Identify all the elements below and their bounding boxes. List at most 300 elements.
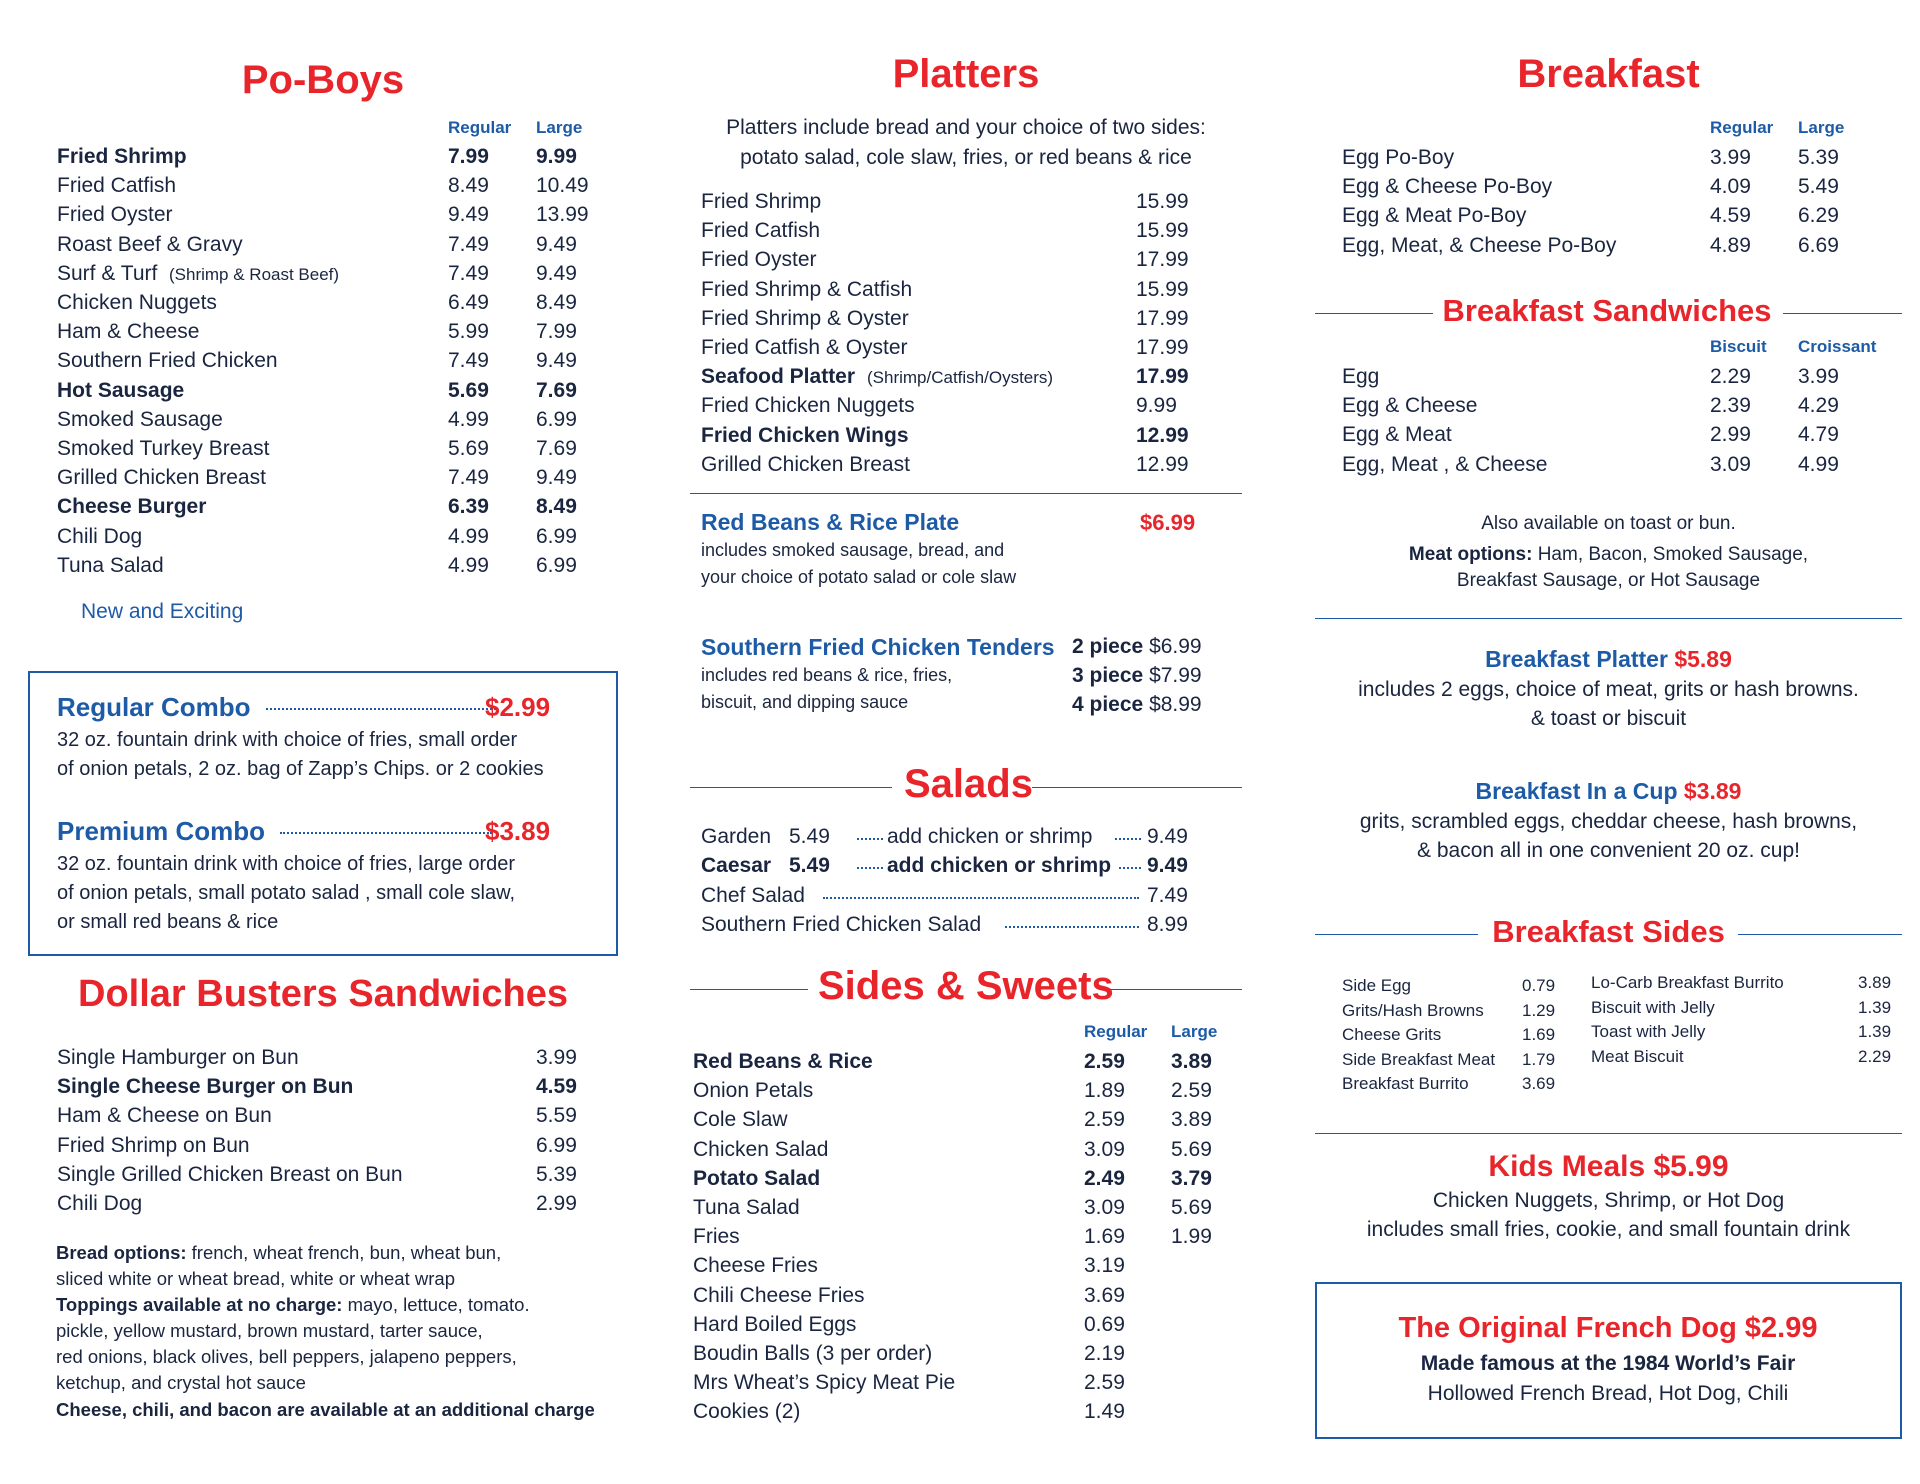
side-item-name: Boudin Balls (3 per order) xyxy=(693,1342,933,1365)
bsandwich-item-name: Egg, Meat , & Cheese xyxy=(1342,452,1548,476)
poboy-item xyxy=(28,495,618,524)
breakfast-cup-desc-1: grits, scrambled eggs, cheddar cheese, hash browns, xyxy=(1359,810,1858,833)
red-beans-plate-desc-1: includes smoked sausage, bread, and xyxy=(701,540,1005,560)
regular-combo-desc-1: 32 oz. fountain drink with choice of fries, small order xyxy=(57,729,518,751)
breakfast-side-item-name: Meat Biscuit xyxy=(1591,1046,1684,1066)
poboy-item-large: 9.49 xyxy=(536,232,577,256)
sides-col-regular: Regular xyxy=(1084,1022,1148,1041)
garden-salad-row xyxy=(701,825,1188,849)
breakfast-side-item-name: Side Egg xyxy=(1342,976,1411,995)
southern-salad-name: Southern Fried Chicken Salad xyxy=(701,913,982,936)
dollar-item-name: Single Grilled Chicken Breast on Bun xyxy=(57,1162,403,1186)
breakfast-item-regular: 4.89 xyxy=(1710,233,1751,257)
breakfast-side-item-name: Side Breakfast Meat xyxy=(1342,1049,1496,1069)
breakfast-col-regular: Regular xyxy=(1710,118,1774,137)
side-item-name: Chicken Salad xyxy=(693,1137,829,1161)
dollar-item-name: Single Cheese Burger on Bun xyxy=(57,1075,354,1099)
regular-combo-price: $2.99 xyxy=(485,692,551,722)
side-item-regular: 2.19 xyxy=(1084,1342,1125,1365)
platter-item-price: 17.99 xyxy=(1136,248,1189,272)
platter-item-price: 17.99 xyxy=(1136,306,1189,330)
poboys-title: Po-Boys xyxy=(241,58,405,102)
red-beans-plate-name: Red Beans & Rice Plate xyxy=(701,509,960,535)
kids-meals-title: Kids Meals $5.99 xyxy=(1488,1150,1729,1183)
side-item-name: Fries xyxy=(693,1225,740,1249)
poboy-item-name: Smoked Turkey Breast xyxy=(57,437,270,460)
platters-title: Platters xyxy=(892,52,1040,96)
poboy-item-large: 10.49 xyxy=(536,174,589,198)
bsandwiches-col-biscuit: Biscuit xyxy=(1710,337,1767,356)
divider xyxy=(1783,313,1902,314)
garden-salad-add-price: 9.49 xyxy=(1147,825,1188,848)
dollar-item xyxy=(28,1046,618,1075)
breakfast-item-large: 6.69 xyxy=(1798,233,1839,257)
breakfast-side-item-name: Cheese Grits xyxy=(1342,1025,1442,1045)
poboy-item-name: Grilled Chicken Breast xyxy=(57,466,266,490)
platter-item-name: Seafood Platter xyxy=(701,365,856,389)
breakfast-item-name: Egg & Cheese Po-Boy xyxy=(1342,175,1553,199)
side-item-name: Tuna Salad xyxy=(693,1196,800,1219)
leader-dots xyxy=(857,867,883,869)
breakfast-side-item-price: 3.89 xyxy=(1858,973,1892,992)
side-item xyxy=(690,1196,1242,1225)
breakfast-side-item-price: 1.39 xyxy=(1858,997,1892,1017)
poboy-item xyxy=(28,262,618,291)
breakfast-cup-price: $3.89 xyxy=(1683,778,1742,804)
divider xyxy=(1738,934,1902,935)
poboy-item-regular: 4.99 xyxy=(448,524,489,548)
poboy-item-note: (Shrimp & Roast Beef) xyxy=(169,264,340,284)
side-item xyxy=(690,1313,1242,1342)
divider xyxy=(1315,1133,1902,1134)
dollar-item-price: 6.99 xyxy=(536,1133,577,1157)
breakfast-cup-heading xyxy=(1315,778,1902,805)
platter-item-price: 9.99 xyxy=(1136,394,1177,418)
tenders-desc-2: biscuit, and dipping sauce xyxy=(701,692,909,712)
breakfast-side-item-name: Toast with Jelly xyxy=(1591,1022,1706,1042)
sides-col-large: Large xyxy=(1171,1022,1218,1041)
dollar-item-price: 5.39 xyxy=(536,1162,577,1186)
platter-item-name: Fried Oyster xyxy=(701,248,817,272)
breakfast-col-large: Large xyxy=(1798,118,1845,137)
breakfast-side-item xyxy=(1315,1047,1902,1076)
bread-options-label: Bread options: xyxy=(56,1242,187,1263)
breakfast-side-item-price: 1.69 xyxy=(1522,1025,1556,1045)
bread-options-text-2: sliced white or wheat bread, white or wheat wrap xyxy=(56,1268,455,1289)
dollar-item-price: 5.59 xyxy=(536,1104,577,1128)
platter-item-name: Grilled Chicken Breast xyxy=(701,452,910,476)
side-item-regular: 3.09 xyxy=(1084,1137,1125,1161)
side-item-name: Onion Petals xyxy=(693,1079,814,1103)
breakfast-platter-name: Breakfast Platter xyxy=(1485,646,1668,672)
platter-item-name: Fried Chicken Wings xyxy=(701,423,909,447)
toppings-text-3: red onions, black olives, bell peppers, jalapeno peppers, xyxy=(56,1346,517,1367)
premium-combo-price: $3.89 xyxy=(485,816,551,846)
poboy-item-large: 6.99 xyxy=(536,553,577,577)
side-item xyxy=(690,1284,1242,1313)
meat-options-label: Meat options: xyxy=(1408,544,1533,565)
toppings-text-4: ketchup, and crystal hot sauce xyxy=(56,1372,306,1393)
regular-combo-desc-2: of onion petals, 2 oz. bag of Zapp’s Chips. or 2 cookies xyxy=(57,758,544,780)
tenders-desc-1: includes red beans & rice, fries, xyxy=(701,665,953,685)
poboy-item-name: Tuna Salad xyxy=(57,553,164,577)
bread-options-text-1: french, wheat french, bun, wheat bun, xyxy=(191,1242,502,1263)
platter-item xyxy=(690,307,1242,336)
poboys-col-large: Large xyxy=(536,118,583,137)
breakfast-item xyxy=(1315,175,1902,204)
side-item-name: Cookies (2) xyxy=(693,1400,801,1424)
poboy-item-regular: 7.49 xyxy=(448,349,489,373)
breakfast-platter-heading xyxy=(1315,646,1902,673)
toppings-text-2: pickle, yellow mustard, brown mustard, tarter sauce, xyxy=(56,1320,483,1341)
breakfast-item-large: 6.29 xyxy=(1798,204,1839,228)
side-item xyxy=(690,1079,1242,1108)
side-item-regular: 1.89 xyxy=(1084,1079,1125,1103)
breakfast-side-item-name: Lo-Carb Breakfast Burrito xyxy=(1591,973,1784,992)
tenders-option-price: $6.99 xyxy=(1149,635,1202,658)
dollar-item-name: Fried Shrimp on Bun xyxy=(57,1133,250,1157)
platter-item-name: Fried Shrimp & Catfish xyxy=(701,277,913,301)
poboy-item-name: Cheese Burger xyxy=(57,495,207,519)
divider xyxy=(1315,934,1478,935)
breakfast-item xyxy=(1315,234,1902,263)
breakfast-item-name: Egg & Meat Po-Boy xyxy=(1342,204,1527,228)
side-item-name: Potato Salad xyxy=(693,1166,821,1190)
divider xyxy=(690,787,892,788)
breakfast-item xyxy=(1315,204,1902,233)
side-item-name: Mrs Wheat’s Spicy Meat Pie xyxy=(693,1371,956,1395)
bsandwich-item xyxy=(1315,365,1902,394)
breakfast-title: Breakfast xyxy=(1517,52,1700,96)
leader-dots xyxy=(1005,926,1139,928)
platter-item xyxy=(690,248,1242,277)
breakfast-side-item-price: 1.39 xyxy=(1858,1022,1892,1042)
toppings-text-1: mayo, lettuce, tomato. xyxy=(347,1294,530,1315)
poboy-item-regular: 8.49 xyxy=(448,174,489,198)
caesar-salad-price: 5.49 xyxy=(789,854,830,877)
side-item-large: 1.99 xyxy=(1171,1225,1212,1249)
divider xyxy=(1032,787,1242,788)
bsandwich-item-name: Egg xyxy=(1342,365,1380,388)
bsandwich-item-name: Egg & Cheese xyxy=(1342,394,1478,418)
poboy-item-name: Fried Oyster xyxy=(57,203,173,227)
poboy-item-large: 7.69 xyxy=(536,437,577,460)
poboy-item-large: 8.49 xyxy=(536,495,577,519)
premium-combo-name: Premium Combo xyxy=(57,816,266,846)
platter-item xyxy=(690,365,1242,394)
side-item xyxy=(690,1050,1242,1079)
bsandwich-item xyxy=(1315,394,1902,423)
platter-item-name: Fried Catfish & Oyster xyxy=(701,336,908,359)
bsandwich-item-name: Egg & Meat xyxy=(1342,423,1452,447)
side-item-large: 5.69 xyxy=(1171,1196,1212,1219)
poboy-item-large: 9.49 xyxy=(536,349,577,373)
side-item-name: Red Beans & Rice xyxy=(693,1050,873,1073)
side-item xyxy=(690,1254,1242,1283)
breakfast-sides-title: Breakfast Sides xyxy=(1492,914,1725,949)
side-item-regular: 3.19 xyxy=(1084,1254,1125,1278)
side-item-regular: 1.69 xyxy=(1084,1225,1125,1249)
chef-salad-name: Chef Salad xyxy=(701,884,805,907)
red-beans-plate-desc-2: your choice of potato salad or cole slaw xyxy=(701,567,1017,587)
breakfast-item-large: 5.39 xyxy=(1798,146,1839,169)
platter-item-price: 12.99 xyxy=(1136,423,1189,447)
bsandwich-item-croissant: 4.29 xyxy=(1798,394,1839,418)
tenders-option-qty: 2 piece xyxy=(1072,635,1144,658)
poboy-item-name: Chicken Nuggets xyxy=(57,291,217,314)
breakfast-side-item-price: 2.29 xyxy=(1858,1046,1892,1066)
platter-item xyxy=(690,278,1242,307)
poboy-item-large: 9.49 xyxy=(536,466,577,490)
premium-combo-desc-1: 32 oz. fountain drink with choice of fries, large order xyxy=(57,853,516,875)
dollar-item-price: 4.59 xyxy=(536,1075,577,1099)
side-item-regular: 0.69 xyxy=(1084,1312,1125,1336)
premium-combo-desc-2: of onion petals, small potato salad , small cole slaw, xyxy=(57,882,516,904)
platter-item-price: 17.99 xyxy=(1136,336,1189,359)
breakfast-side-item xyxy=(1315,1074,1902,1103)
breakfast-side-item-price: 3.69 xyxy=(1522,1074,1556,1094)
combo-box xyxy=(28,671,618,956)
poboy-item-regular: 7.49 xyxy=(448,232,489,256)
poboy-item-name: Chili Dog xyxy=(57,524,143,548)
poboy-item xyxy=(28,525,618,554)
french-dog-line-1: Made famous at the 1984 World’s Fair xyxy=(1420,1352,1796,1375)
garden-salad-price: 5.49 xyxy=(789,825,830,848)
breakfast-cup-desc-2: & bacon all in one convenient 20 oz. cup! xyxy=(1417,839,1800,862)
meat-options xyxy=(1315,544,1902,566)
platter-item xyxy=(690,453,1242,482)
poboy-item-name: Surf & Turf xyxy=(57,261,158,285)
poboy-item-large: 7.69 xyxy=(536,378,577,402)
poboy-item-large: 6.99 xyxy=(536,524,577,548)
poboy-item-regular: 6.39 xyxy=(448,495,489,519)
platter-item xyxy=(690,336,1242,365)
side-item xyxy=(690,1371,1242,1400)
platter-item-price: 15.99 xyxy=(1136,277,1189,301)
side-item-large: 3.89 xyxy=(1171,1050,1212,1073)
sides-title: Sides & Sweets xyxy=(818,964,1114,1008)
side-item-regular: 2.59 xyxy=(1084,1108,1125,1132)
bread-options xyxy=(56,1240,501,1267)
poboy-item-regular: 4.99 xyxy=(448,553,489,577)
divider xyxy=(1110,989,1242,990)
garden-salad-add: add chicken or shrimp xyxy=(887,825,1093,848)
poboy-item xyxy=(28,379,618,408)
dollar-item xyxy=(28,1163,618,1192)
kids-meals-desc-1: Chicken Nuggets, Shrimp, or Hot Dog xyxy=(1432,1189,1785,1212)
poboy-item xyxy=(28,554,618,583)
caesar-salad-name: Caesar xyxy=(701,854,772,877)
premium-combo-desc-3: or small red beans & rice xyxy=(57,911,279,933)
side-item-regular: 2.59 xyxy=(1084,1050,1125,1073)
garden-salad-name: Garden xyxy=(701,825,772,848)
new-and-exciting-note: New and Exciting xyxy=(81,600,244,623)
caesar-salad-add-price: 9.49 xyxy=(1147,854,1188,877)
tenders-option xyxy=(1072,664,1202,688)
meat-options-text-1: Ham, Bacon, Smoked Sausage, xyxy=(1537,544,1809,565)
side-item-regular: 3.09 xyxy=(1084,1196,1125,1219)
breakfast-platter-desc-1: includes 2 eggs, choice of meat, grits or hash browns. xyxy=(1358,678,1859,701)
poboy-item xyxy=(28,349,618,378)
side-item-regular: 2.49 xyxy=(1084,1166,1125,1190)
red-beans-plate-price: $6.99 xyxy=(1140,510,1196,535)
leader-dots xyxy=(823,897,1139,899)
leader-dots xyxy=(1119,867,1141,869)
caesar-salad-row xyxy=(701,854,1188,878)
poboy-item-large: 9.49 xyxy=(536,261,577,285)
leader-dots xyxy=(266,708,496,710)
toppings xyxy=(56,1292,530,1319)
side-item-name: Cheese Fries xyxy=(693,1254,818,1278)
platter-item xyxy=(690,190,1242,219)
poboy-item-regular: 4.99 xyxy=(448,407,489,431)
breakfast-side-item-price: 0.79 xyxy=(1522,976,1556,995)
poboy-item xyxy=(28,203,618,232)
poboy-item xyxy=(28,233,618,262)
breakfast-platter-desc-2: & toast or biscuit xyxy=(1530,707,1687,730)
side-item-regular: 2.59 xyxy=(1084,1371,1125,1395)
also-available-note: Also available on toast or bun. xyxy=(1481,513,1736,534)
platters-intro-2: potato salad, cole slaw, fries, or red beans & rice xyxy=(740,146,1192,169)
bsandwich-item-biscuit: 2.99 xyxy=(1710,423,1751,447)
dollar-item-name: Chili Dog xyxy=(57,1192,143,1215)
breakfast-item-name: Egg, Meat, & Cheese Po-Boy xyxy=(1342,233,1617,257)
leader-dots xyxy=(280,832,492,834)
poboy-item-name: Hot Sausage xyxy=(57,378,185,402)
dollar-item xyxy=(28,1192,618,1221)
side-item xyxy=(690,1138,1242,1167)
breakfast-item-regular: 3.99 xyxy=(1710,146,1751,169)
dollar-item-price: 3.99 xyxy=(536,1046,577,1069)
platter-item-name: Fried Shrimp xyxy=(701,190,822,213)
leader-dots xyxy=(1115,838,1141,840)
divider xyxy=(690,493,1242,494)
breakfast-side-item-price: 1.29 xyxy=(1522,1000,1556,1020)
poboy-item-regular: 9.49 xyxy=(448,203,489,227)
bsandwich-item xyxy=(1315,453,1902,482)
poboy-item-name: Ham & Cheese xyxy=(57,320,200,344)
side-item-name: Cole Slaw xyxy=(693,1108,788,1132)
dollar-item-price: 2.99 xyxy=(536,1192,577,1215)
extra-charge-note: Cheese, chili, and bacon are available at an additional charge xyxy=(56,1399,595,1420)
poboy-item-regular: 5.99 xyxy=(448,320,489,344)
poboy-item xyxy=(28,437,618,466)
side-item-name: Chili Cheese Fries xyxy=(693,1283,865,1307)
poboy-item-name: Fried Shrimp xyxy=(57,145,187,168)
platter-item-name: Fried Shrimp & Oyster xyxy=(701,306,909,330)
poboy-item-regular: 7.49 xyxy=(448,466,489,490)
tenders-name: Southern Fried Chicken Tenders xyxy=(701,634,1055,660)
breakfast-item-regular: 4.09 xyxy=(1710,175,1751,199)
breakfast-item-name: Egg Po-Boy xyxy=(1342,146,1455,169)
bsandwich-item-biscuit: 3.09 xyxy=(1710,452,1751,476)
poboys-col-regular: Regular xyxy=(448,118,512,137)
side-item xyxy=(690,1108,1242,1137)
platter-item xyxy=(690,219,1242,248)
poboy-item xyxy=(28,466,618,495)
poboy-item-name: Roast Beef & Gravy xyxy=(57,232,243,256)
dollar-item-name: Single Hamburger on Bun xyxy=(57,1046,299,1069)
bsandwich-item xyxy=(1315,423,1902,452)
platter-item-price: 17.99 xyxy=(1136,365,1189,389)
french-dog-box xyxy=(1315,1282,1902,1439)
poboy-item-regular: 6.49 xyxy=(448,291,489,314)
divider xyxy=(1315,313,1433,314)
southern-salad-row xyxy=(701,913,1188,937)
bsandwich-item-croissant: 4.99 xyxy=(1798,452,1839,476)
regular-combo-row xyxy=(57,692,587,723)
bsandwiches-col-croissant: Croissant xyxy=(1798,337,1877,356)
dollar-item xyxy=(28,1134,618,1163)
dollar-item-name: Ham & Cheese on Bun xyxy=(57,1104,272,1128)
poboy-item-large: 13.99 xyxy=(536,203,589,227)
leader-dots xyxy=(857,838,883,840)
poboy-item xyxy=(28,145,618,174)
dollar-busters-title: Dollar Busters Sandwiches xyxy=(78,973,568,1015)
tenders-option-price: $7.99 xyxy=(1149,664,1202,688)
tenders-option-qty: 4 piece xyxy=(1072,693,1144,717)
platters-intro-1: Platters include bread and your choice of two sides: xyxy=(726,116,1206,139)
platter-item-name: Fried Catfish xyxy=(701,219,821,243)
breakfast-platter-price: $5.89 xyxy=(1674,646,1732,672)
tenders-option-price: $8.99 xyxy=(1149,693,1202,717)
chef-salad-row xyxy=(701,884,1188,908)
poboy-item-large: 9.99 xyxy=(536,145,577,168)
poboy-item xyxy=(28,320,618,349)
platter-item xyxy=(690,394,1242,423)
tenders-option xyxy=(1072,693,1202,717)
french-dog-title: The Original French Dog $2.99 xyxy=(1398,1312,1818,1344)
poboy-item-regular: 7.99 xyxy=(448,145,489,168)
dollar-item xyxy=(28,1075,618,1104)
platter-item-price: 15.99 xyxy=(1136,190,1189,213)
platter-item-name: Fried Chicken Nuggets xyxy=(701,394,915,418)
divider xyxy=(1315,618,1902,619)
premium-combo-row xyxy=(57,816,587,847)
poboy-item-regular: 7.49 xyxy=(448,261,489,285)
poboy-item-large: 7.99 xyxy=(536,320,577,344)
side-item xyxy=(690,1342,1242,1371)
chef-salad-price: 7.49 xyxy=(1147,884,1188,907)
poboy-item-name: Southern Fried Chicken xyxy=(57,349,278,373)
side-item-large: 2.59 xyxy=(1171,1079,1212,1103)
kids-meals-desc-2: includes small fries, cookie, and small fountain drink xyxy=(1366,1218,1851,1241)
side-item-name: Hard Boiled Eggs xyxy=(693,1312,857,1336)
side-item-large: 3.79 xyxy=(1171,1166,1212,1190)
breakfast-side-item-price: 1.79 xyxy=(1522,1049,1556,1069)
southern-salad-price: 8.99 xyxy=(1147,913,1188,936)
breakfast-side-item-name: Grits/Hash Browns xyxy=(1342,1000,1484,1020)
bsandwich-item-biscuit: 2.29 xyxy=(1710,365,1751,388)
toppings-label: Toppings available at no charge: xyxy=(56,1294,343,1315)
side-item-large: 5.69 xyxy=(1171,1137,1212,1161)
side-item xyxy=(690,1225,1242,1254)
platter-item xyxy=(690,424,1242,453)
poboy-item-name: Smoked Sausage xyxy=(57,407,223,431)
caesar-salad-add: add chicken or shrimp xyxy=(887,854,1112,877)
meat-options-text-2: Breakfast Sausage, or Hot Sausage xyxy=(1456,570,1761,591)
side-item-regular: 1.49 xyxy=(1084,1400,1125,1424)
poboy-item-regular: 5.69 xyxy=(448,437,489,460)
breakfast-item-regular: 4.59 xyxy=(1710,204,1751,228)
poboy-item xyxy=(28,291,618,320)
salads-title: Salads xyxy=(904,762,1033,806)
breakfast-side-item-name: Breakfast Burrito xyxy=(1342,1074,1469,1094)
breakfast-item-large: 5.49 xyxy=(1798,175,1839,199)
dollar-item xyxy=(28,1104,618,1133)
bsandwich-item-croissant: 3.99 xyxy=(1798,365,1839,388)
poboy-item-name: Fried Catfish xyxy=(57,174,177,198)
